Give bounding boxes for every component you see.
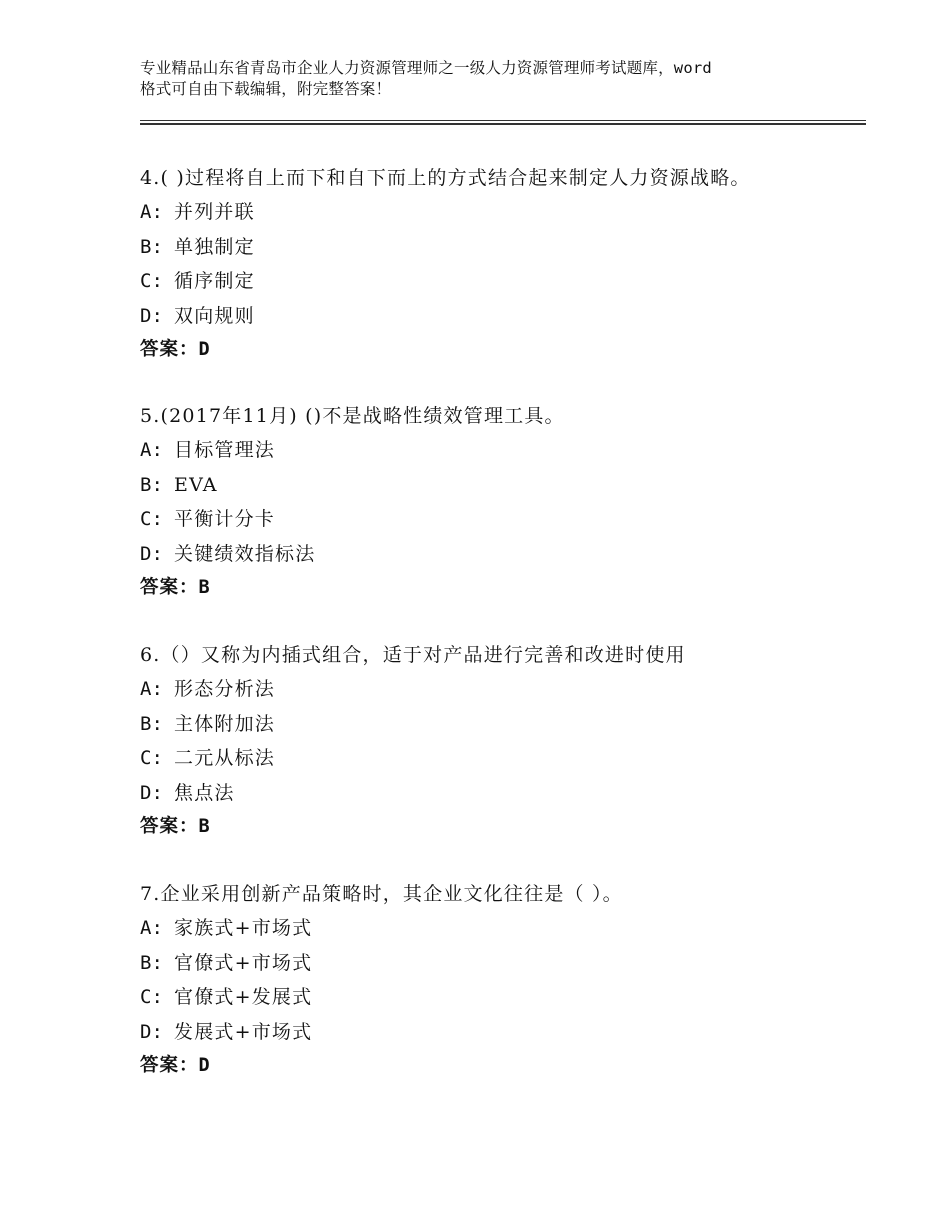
answer-label: 答案： (140, 1055, 199, 1076)
question-stem: 5.(2017年11月) ()不是战略性绩效管理工具。 (140, 405, 565, 427)
option-letter: D: (140, 304, 163, 327)
option-text: 家族式+市场式 (174, 917, 313, 939)
option-letter: B: (140, 235, 163, 258)
option-text: 主体附加法 (174, 712, 276, 735)
question-stem: 6.（）又称为内插式组合，适于对产品进行完善和改进时使用 (140, 644, 686, 666)
option-text: 形态分析法 (174, 678, 276, 700)
document-header (140, 58, 840, 100)
option-letter: A: (140, 917, 163, 939)
option-c (140, 264, 860, 299)
option-a (140, 672, 860, 707)
option-text: 单独制定 (174, 235, 255, 258)
option-letter: B: (140, 473, 163, 496)
option-text: 关键绩效指标法 (174, 542, 316, 565)
option-c (140, 741, 860, 776)
answer-value: B (198, 577, 210, 598)
option-text: 平衡计分卡 (174, 508, 276, 530)
answer-line (140, 333, 860, 367)
option-c (140, 502, 860, 537)
answer-label: 答案： (140, 816, 199, 837)
option-letter: B: (140, 951, 163, 974)
answer-value: D (198, 1055, 210, 1076)
option-letter: A: (140, 678, 163, 700)
option-b (140, 946, 860, 981)
option-d (140, 1015, 860, 1050)
answer-label: 答案： (140, 577, 199, 598)
option-text: 发展式+市场式 (174, 1020, 313, 1043)
header-line-2: 格式可自由下载编辑，附完整答案！ (140, 80, 392, 98)
question-stem: 7.企业采用创新产品策略时，其企业文化往往是（ ）。 (140, 883, 623, 905)
option-text: 并列并联 (174, 201, 255, 223)
question-6 (140, 638, 860, 844)
header-divider-double (140, 123, 866, 125)
option-text: 循序制定 (174, 270, 255, 292)
option-letter: B: (140, 712, 163, 735)
option-b (140, 468, 860, 503)
question-4 (140, 161, 860, 367)
option-text: 官僚式+发展式 (174, 986, 313, 1008)
option-letter: D: (140, 1020, 163, 1043)
option-a (140, 195, 860, 230)
option-letter: A: (140, 439, 163, 461)
option-letter: C: (140, 508, 163, 530)
option-text: 目标管理法 (174, 439, 276, 461)
option-b (140, 707, 860, 742)
answer-value: B (198, 816, 210, 837)
answer-line (140, 571, 860, 605)
option-a (140, 433, 860, 468)
option-letter: C: (140, 986, 163, 1008)
option-letter: D: (140, 542, 163, 565)
option-b (140, 230, 860, 265)
option-text: 二元从标法 (174, 747, 276, 769)
option-letter: C: (140, 270, 163, 292)
answer-line (140, 810, 860, 844)
option-text: 焦点法 (174, 781, 235, 804)
option-letter: A: (140, 201, 163, 223)
header-divider (140, 120, 866, 121)
option-c (140, 980, 860, 1015)
question-stem: 4.( )过程将自上而下和自下而上的方式结合起来制定人力资源战略。 (140, 167, 751, 189)
option-letter: D: (140, 781, 163, 804)
answer-value: D (198, 339, 210, 360)
option-d (140, 776, 860, 811)
option-text: 官僚式+市场式 (174, 951, 313, 974)
option-text: EVA (174, 473, 218, 496)
option-a (140, 911, 860, 946)
option-text: 双向规则 (174, 304, 255, 327)
option-letter: C: (140, 747, 163, 769)
answer-label: 答案： (140, 339, 199, 360)
header-line-1: 专业精品山东省青岛市企业人力资源管理师之一级人力资源管理师考试题库，word (140, 59, 712, 77)
option-d (140, 299, 860, 334)
answer-line (140, 1049, 860, 1083)
option-d (140, 537, 860, 572)
question-7 (140, 877, 860, 1083)
question-5 (140, 399, 860, 605)
